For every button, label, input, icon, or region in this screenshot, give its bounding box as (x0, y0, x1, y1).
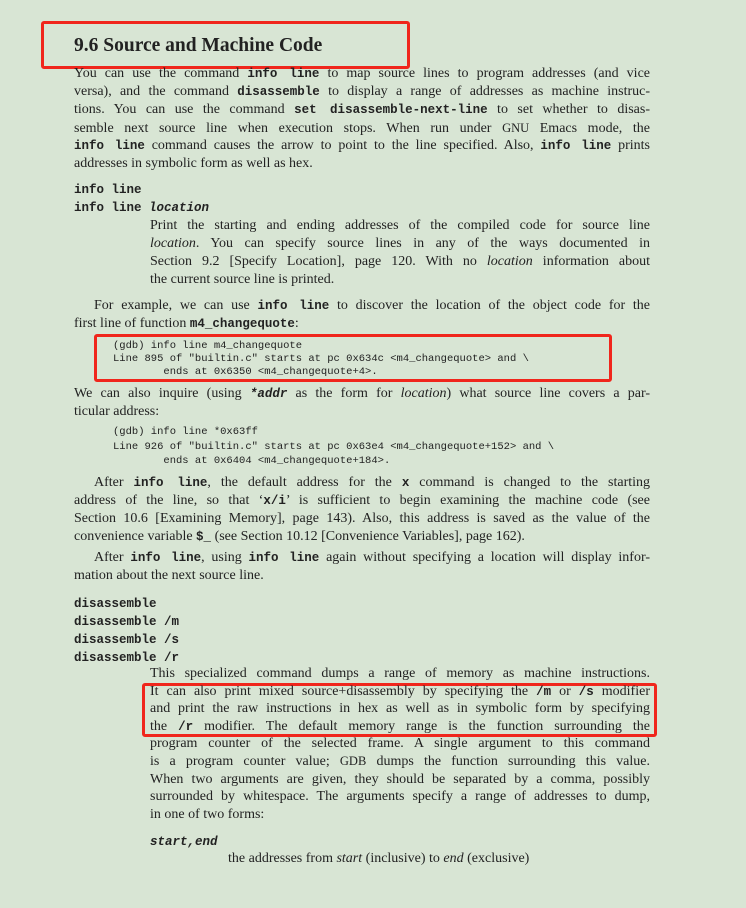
text: After (94, 550, 131, 565)
text: Print the starting and ending addresses of the compiled code for source line (150, 218, 650, 233)
italic-text: end (443, 851, 464, 866)
code-text: /r (178, 719, 194, 734)
text: (inclusive) to (362, 851, 444, 866)
terms-disassemble (74, 595, 179, 667)
text: semble next source line when execution stops. When run under (74, 121, 503, 136)
text-line (74, 83, 650, 101)
code-text: $_ (196, 530, 212, 544)
text: ticular address: (74, 404, 160, 419)
text-line (74, 613, 179, 631)
small-caps-text: GDB (339, 753, 367, 768)
text-line (74, 631, 179, 649)
code-line: (gdb) info line m4_changequote (113, 340, 303, 352)
term-start-end (150, 833, 218, 851)
text-line (74, 315, 650, 333)
text-line (74, 528, 650, 546)
code-text: set disassemble-next-line (294, 103, 488, 117)
text-line (150, 217, 650, 235)
text-line (150, 718, 650, 736)
text: address of the line, so that ‘ (74, 493, 264, 508)
code-text: info line (74, 139, 145, 153)
text: to discover the location of the object code for the (329, 298, 650, 313)
text: program counter of the selected frame. A single argument to this command (150, 736, 650, 752)
code-text: disassemble /r (74, 651, 180, 665)
text: , using (201, 550, 249, 565)
text-line (74, 65, 650, 83)
text: It can also print mixed source+disassembly by specifying the (150, 683, 537, 699)
text: convenience variable (74, 529, 197, 544)
text: or (551, 683, 579, 699)
description-start-end (228, 850, 529, 868)
text: This specialized command dumps a range of memory as machine instructions. (150, 666, 650, 681)
paragraph-example (74, 297, 650, 333)
text-line (74, 385, 650, 403)
text: as the form for (287, 386, 401, 401)
text-line (74, 181, 142, 199)
code-text: info line (247, 67, 320, 81)
text-line (150, 665, 650, 683)
text: in one of two forms: (150, 806, 265, 822)
text: modifier. The default memory range is the function surrounding the (193, 718, 650, 734)
text: . You can specify source lines in any of the ways documented in (195, 236, 650, 251)
text: tions. You can use the command (74, 102, 295, 117)
text-line (150, 771, 650, 789)
term-info-line (74, 181, 142, 199)
text: and print the raw instructions in hex as well as in symbolic form by specifying (150, 701, 650, 717)
text-line (74, 155, 650, 173)
text: We can also inquire (using (74, 386, 250, 401)
code-italic-text: location (149, 201, 210, 215)
text: is a program counter value; (150, 753, 340, 769)
code-text: info line (257, 299, 330, 313)
text: versa), and the command (74, 84, 238, 99)
text: the addresses from (228, 851, 337, 866)
text: ) what source line covers a par- (446, 386, 650, 401)
text: For example, we can use (94, 298, 258, 313)
italic-text: location (486, 254, 533, 269)
text-line (74, 595, 179, 613)
section-heading: 9.6 Source and Machine Code (74, 35, 323, 56)
text: command is changed to the starting (409, 475, 650, 490)
paragraph-intro (74, 65, 650, 173)
italic-text: location (400, 386, 447, 401)
code-text: m4_changequote (189, 317, 295, 331)
text-line (74, 567, 650, 585)
small-caps-text: GNU (502, 121, 530, 135)
text-line (74, 101, 650, 119)
text-line (150, 253, 650, 271)
text: Emacs mode, the (529, 121, 650, 136)
code-text: info line (74, 201, 150, 215)
text-line (150, 271, 650, 289)
text-line (74, 474, 650, 492)
text: command causes the arrow to point to the line specified. Also, (144, 138, 541, 153)
text: When two arguments are given, they should be separated by a comma, possibly (150, 771, 650, 787)
code-line: Line 926 of "builtin.c" starts at pc 0x63e4 <m4_changequote+152> and \ (113, 440, 555, 453)
description-info-line (150, 217, 650, 289)
code-text: x/i (263, 494, 286, 508)
code-text: x (401, 476, 410, 490)
text: addresses in symbolic form as well as hex. (74, 156, 313, 171)
code-line: ends at 0x6404 <m4_changequote+184>. (113, 455, 391, 467)
text-line (74, 403, 650, 421)
code-line: ends at 0x6350 <m4_changequote+4>. (113, 366, 378, 378)
text-line (150, 788, 650, 806)
code-italic-text: *addr (249, 387, 288, 401)
text-line (150, 735, 650, 753)
text-line (74, 137, 650, 155)
text-line (150, 235, 650, 253)
text: the current source line is printed. (150, 272, 335, 287)
text-line (74, 119, 650, 137)
text: information about (532, 254, 650, 269)
text: the (150, 718, 179, 734)
code-text: info line (130, 551, 202, 565)
paragraph-next-source-line (74, 549, 650, 585)
description-disassemble (150, 665, 650, 823)
text-line (74, 297, 650, 315)
text: Section 10.6 [Examining Memory], page 143). Also, this address is saved as the value of the (74, 511, 650, 526)
italic-text: location (150, 236, 196, 251)
code-text: disassemble (237, 85, 320, 99)
term-info-line-location (74, 199, 209, 217)
text-line (74, 492, 650, 510)
text-line (74, 549, 650, 567)
code-example-1 (113, 340, 529, 379)
code-italic-text: start,end (150, 835, 218, 849)
text: to map source lines to program addresses (and vice (319, 66, 650, 81)
text: You can use the command (74, 66, 248, 81)
code-text: /s (578, 684, 594, 699)
text: After (94, 475, 134, 490)
text-line (150, 833, 218, 851)
text: to display a range of addresses as machine instruc- (319, 84, 650, 99)
code-text: info line (133, 476, 208, 490)
code-text: disassemble /m (74, 615, 180, 629)
italic-text: start (336, 851, 363, 866)
text-line (150, 683, 650, 701)
code-line: Line 895 of "builtin.c" starts at pc 0x634c <m4_changequote> and \ (113, 353, 529, 365)
code-text: disassemble /s (74, 633, 180, 647)
text-line (74, 510, 650, 528)
code-example-2 (113, 425, 554, 469)
code-line: (gdb) info line *0x63ff (113, 426, 258, 438)
text: surrounded by whitespace. The arguments specify a range of addresses to dump, (150, 789, 650, 805)
text: mation about the next source line. (74, 568, 264, 583)
code-text: /m (536, 684, 552, 699)
text: , the default address for the (207, 475, 402, 490)
text: (see Section 10.12 [Convenience Variables], page 162). (211, 529, 525, 544)
text: first line of function (74, 316, 190, 331)
text-line (150, 806, 650, 824)
text: modifier (593, 683, 650, 699)
text: again without specifying a location will display infor- (319, 550, 650, 565)
text-line (150, 700, 650, 718)
text: (exclusive) (463, 851, 530, 866)
text-line (228, 850, 529, 868)
code-text: info line (248, 551, 320, 565)
text: prints (611, 138, 650, 153)
code-text: info line (540, 139, 612, 153)
text: ’ is sufficient to begin examining the machine code (see (285, 493, 650, 508)
text: dumps the function surrounding this value. (366, 753, 650, 769)
code-text: disassemble (74, 597, 157, 611)
text: Section 9.2 [Specify Location], page 120. With no (150, 254, 487, 269)
text-line (74, 199, 209, 217)
text-line (150, 753, 650, 771)
code-text: info line (74, 183, 142, 197)
paragraph-inquire (74, 385, 650, 421)
text: : (294, 316, 299, 331)
paragraph-after-info-line (74, 474, 650, 546)
text: to set whether to disas- (487, 102, 650, 117)
